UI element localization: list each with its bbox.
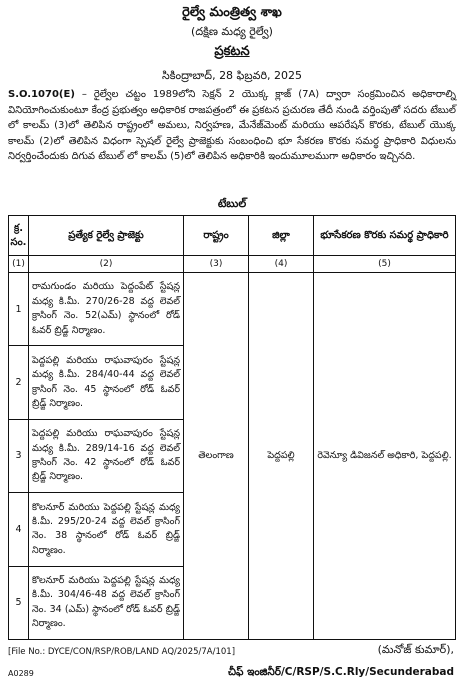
- table-caption: టేబుల్: [217, 197, 247, 210]
- signatory-designation: చీఫ్ ఇంజినీర్/C/RSP/S.C.Rly/Secunderabad: [227, 666, 454, 678]
- ministry-heading: రైల్వే మంత్రిత్వ శాఖ: [182, 5, 282, 20]
- header-project: ప్రత్యేక రైల్వే ప్రాజెక్టు: [29, 216, 184, 256]
- row-project: రామగుండం మరియు పెద్దంపేట్ స్టేషన్ల మధ్య కి.మీ. 270/26-28 వద్ద లెవల్ క్రాసింగ్ నెం. 52(ఎమ్) స్థానంలో రోడ్ ఓవర్ బ్రిడ్జ్ నిర్మాణం.: [29, 273, 184, 346]
- row-project: పెద్దపల్లి మరియు రాఘవాపురం స్టేషన్ల మధ్య కి.మీ. 289/14-16 వద్ద లెవల్ క్రాసింగ్ నెం. 42 స్థానంలో రోడ్ ఓవర్ బ్రిడ్జ్ నిర్మాణం.: [29, 419, 184, 492]
- district-cell: పెద్దపల్లి: [249, 273, 314, 640]
- gazette-notice: [6, 3, 458, 689]
- order-number: S.O.1070(E): [8, 89, 75, 100]
- col-number: (3): [184, 256, 249, 273]
- table-row: [9, 273, 456, 346]
- railway-subheading: (దక్షిణ మధ్య రైల్వే): [191, 25, 273, 38]
- header-state: రాష్ట్రం: [184, 216, 249, 256]
- notice-body: [8, 87, 456, 165]
- col-number: (5): [314, 256, 456, 273]
- reference-code: A0289: [8, 669, 34, 678]
- row-project: కొలనూర్ మరియు పెద్దపల్లి స్టేషన్ల మధ్య కి.మీ. 295/20-24 వద్ద లెవల్ క్రాసింగ్ నెం. 38 స్థానంలో రోడ్ ఓవర్ బ్రిడ్జ్ నిర్మాణం.: [29, 493, 184, 566]
- row-serial: 2: [9, 346, 29, 419]
- col-number: (2): [29, 256, 184, 273]
- row-serial: 5: [9, 566, 29, 639]
- notice-title: ప్రకటన: [214, 44, 250, 59]
- header-serial: క్ర. సం.: [9, 216, 29, 256]
- col-number: (1): [9, 256, 29, 273]
- notice-text: – రైల్వేల చట్టం 1989లోని సెక్షన్ 2 యొక్క క్లాజ్ (7A) ద్వారా సంక్రమించిన అధికారాల్ని వినియోగించుకుంటూ కేంద్ర ప్రభుత్వం అధికారిక రాజపత్రంలో ఈ ప్రకటన ప్రచురణ తేదీ నుండి వర్తింపుతో సదరు టేబుల్ లో కాలమ్ (3)లో తెలిపిన రాష్ట్రంలో అమలు, నిర్వహణ, మేనేజ్‌మెంట్ మరియు ఆపరేషన్ కొరకు, టేబుల్ యొక్క కాలమ్ (2)లో తెలిపిన విధంగా స్పెషల్ రైల్వే ప్రాజెక్టుకు సంబంధించి భూ సేకరణ కొరకు సమర్థ ప్రాధికారి విధులను నిర్వర్తించేందుకు దిగువ టేబుల్ లో కాలమ్ (5)లో తెలిపిన అధికారికి ఇందుమూలముగా అధికారం ఇచ్చినది.: [8, 89, 456, 163]
- row-serial: 1: [9, 273, 29, 346]
- header-authority: భూసేకరణ కొరకు సమర్థ ప్రాధికారి: [314, 216, 456, 256]
- place-date: సికింద్రాబాద్, 28 ఫిబ్రవరి, 2025: [162, 69, 302, 82]
- state-cell: తెలంగాణ: [184, 273, 249, 640]
- row-project: కొలనూర్ మరియు పెద్దపల్లి స్టేషన్ల మధ్య కి.మీ. 304/46-48 వద్ద లెవల్ క్రాసింగ్ నెం. 34 (ఎమ్) స్థానంలో రోడ్ ఓవర్ బ్రిడ్జ్ నిర్మాణం.: [29, 566, 184, 639]
- header-district: జిల్లా: [249, 216, 314, 256]
- authority-cell: రెవెన్యూ డివిజనల్ అధికారి, పెద్దపల్లి.: [314, 273, 456, 640]
- row-serial: 4: [9, 493, 29, 566]
- project-table: [8, 215, 456, 640]
- signatory-name: (మనోజ్ కుమార్),: [377, 643, 454, 656]
- row-serial: 3: [9, 419, 29, 492]
- col-number: (4): [249, 256, 314, 273]
- row-project: పెద్దపల్లి మరియు రాఘవాపురం స్టేషన్ల మధ్య కి.మీ. 284/40-44 వద్ద లెవల్ క్రాసింగ్ నెం. 45 స్థానంలో రోడ్ ఓవర్ బ్రిడ్జ్ నిర్మాణం.: [29, 346, 184, 419]
- file-number: [File No.: DYCE/CON/RSP/ROB/LAND AQ/2025/7A/101]: [8, 647, 236, 657]
